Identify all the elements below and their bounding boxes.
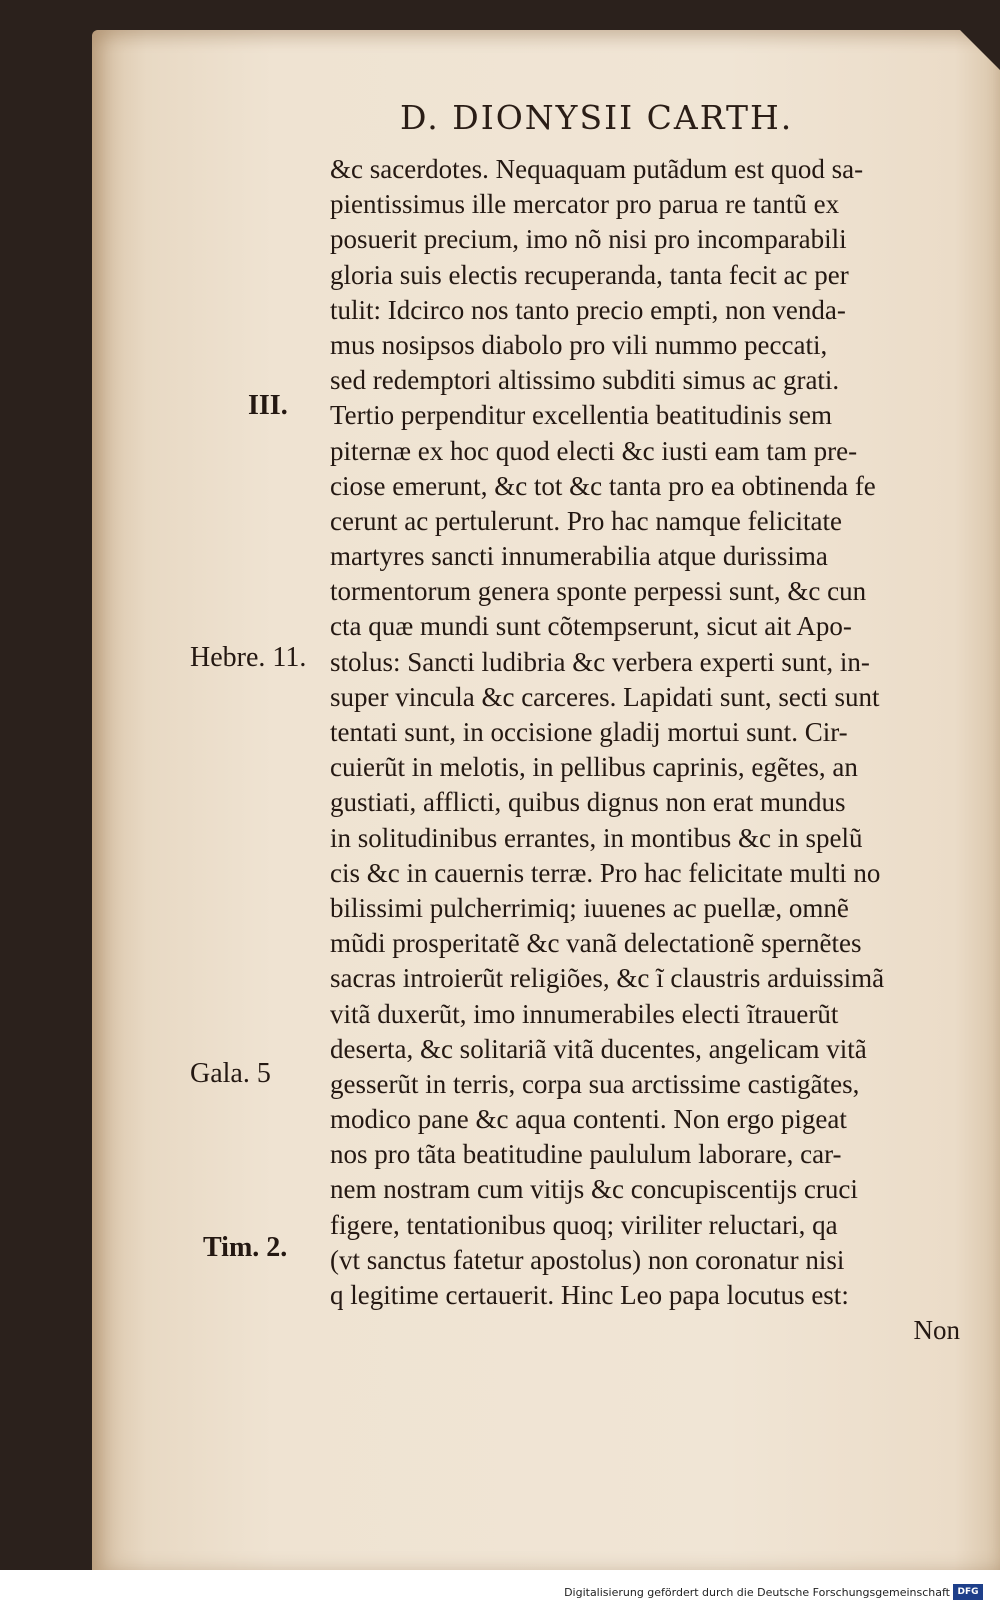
text-line: tormentorum genera sponte perpessi sunt, &c cun [330,576,867,607]
text-line: sed redemptori altissimo subditi simus ac grati. [330,365,840,396]
text-line: deserta, &c solitariã vitã ducentes, angelicam vitã [330,1033,867,1064]
text-line: mus nosipsos diabolo pro vili nummo peccati, [330,329,828,360]
text-line: cta quæ mundi sunt cõtempserunt, sicut ait Apo- [330,611,852,642]
text-line: tulit: Idcirco nos tanto precio empti, non venda- [330,294,846,325]
text-line: nem nostram cum vitijs &c concupiscentijs cruci [330,1174,858,1205]
text-line: vitã duxerũt, imo innumerabiles electi ĩtrauerũt [330,998,839,1029]
torn-page-corner [960,30,1000,70]
text-line: mũdi prosperitatẽ &c vanã delectationẽ spernẽtes [330,928,862,959]
text-line: pientissimus ille mercator pro parua re tantũ ex [330,189,840,220]
text-line: &c sacerdotes. Nequaquam putãdum est quod sa- [330,154,864,184]
text-line: ciose emerunt, &c tot &c tanta pro ea obtinenda fe [330,470,876,501]
text-line: posuerit precium, imo nõ nisi pro incomparabili [330,224,847,255]
text-line: tentati sunt, in occisione gladij mortui sunt. Cir- [330,717,848,747]
text-line: cis &c in cauernis terræ. Pro hac felicitate multi no [330,857,881,888]
text-line: Tertio perpenditur excellentia beatitudinis sem [330,400,832,431]
digitization-credit: Digitalisierung gefördert durch die Deutsche Forschungsgemeinschaft [564,1586,950,1599]
text-line: gustiati, afflicti, quibus dignus non erat mundus [330,787,846,818]
text-line: gesserũt in terris, corpa sua arctissime castigãtes, [330,1068,860,1099]
text-line: stolus: Sancti ludibria &c verbera experti sunt, in- [330,646,870,677]
body-text [330,152,980,1348]
text-line: martyres sancti innumerabilia atque durissima [330,541,828,572]
dfg-logo: DFG [953,1584,983,1600]
text-line: modico pane &c aqua contenti. Non ergo pigeat [330,1104,847,1135]
text-line: figere, tentationibus quoq; viriliter reluctari, qa [330,1209,838,1240]
text-line: cerunt ac pertulerunt. Pro hac namque felicitate [330,505,843,536]
text-line: cuierũt in melotis, in pellibus caprinis, egẽtes, an [330,752,858,783]
running-head: D. DIONYSII CARTH. [400,98,794,137]
margin-note-hebrews-reference: Hebre. 11. [190,642,307,673]
margin-note-section-number: III. [248,390,288,421]
margin-note-timothy-reference: Tim. 2. [203,1232,288,1263]
text-line: piternæ ex hoc quod electi &c iusti eam tam pre- [330,435,858,466]
text-line: super vincula &c carceres. Lapidati sunt, secti sunt [330,681,880,712]
margin-note-galatians-reference: Gala. 5 [190,1058,271,1089]
text-line: in solitudinibus errantes, in montibus &c in spelũ [330,822,863,853]
text-line: sacras introierũt religiões, &c ĩ claustris arduissimã [330,963,885,994]
text-line: (vt sanctus fatetur apostolus) non coronatur nisi [330,1244,845,1275]
text-line: q legitime certauerit. Hinc Leo papa locutus est: [330,1280,849,1310]
text-line: gloria suis electis recuperanda, tanta fecit ac per [330,259,849,290]
catchword: Non [913,1315,960,1346]
text-line: nos pro tãta beatitudine paululum laborare, car- [330,1139,842,1170]
text-line: bilissimi pulcherrimiq; iuuenes ac puellæ, omnẽ [330,892,849,923]
